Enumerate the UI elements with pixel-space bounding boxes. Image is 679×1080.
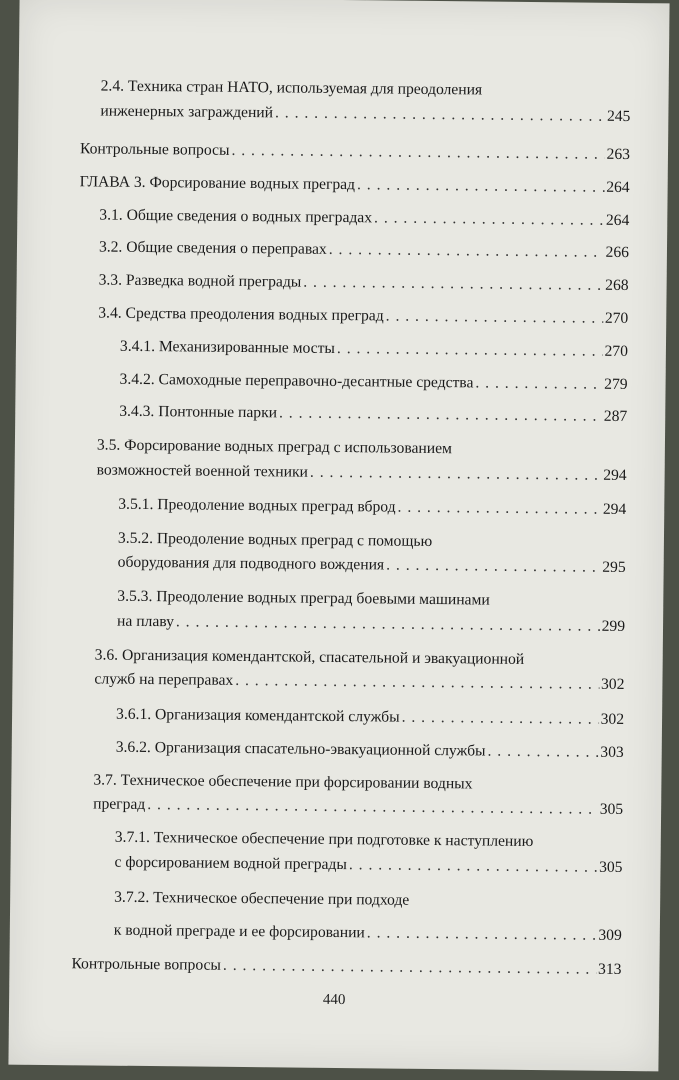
- dot-leader: [310, 464, 601, 485]
- toc-entry: [98, 304, 628, 330]
- dot-leader: [475, 374, 602, 393]
- toc-entry-title: с форсированием водной преграды: [114, 853, 347, 874]
- toc-entry-title: служб на переправах: [94, 670, 234, 689]
- toc-entry-title: 3.7. Техническое обеспечение при форсировании водных: [93, 771, 473, 793]
- dot-leader: [275, 104, 605, 125]
- toc-page-number: 287: [603, 407, 628, 426]
- toc-entry: [118, 530, 626, 579]
- toc-page-number: 313: [597, 960, 622, 978]
- toc-entry: [99, 238, 629, 264]
- toc-page-number: 264: [606, 178, 630, 197]
- toc-entry: [71, 955, 621, 981]
- toc-entry-title: 3.7.2. Техническое обеспечение при подходе: [114, 888, 410, 909]
- page-number: 440: [322, 991, 346, 1009]
- toc-page-number: 270: [604, 309, 629, 328]
- toc-entry: [94, 646, 624, 696]
- toc-entry: [80, 140, 630, 166]
- toc-page-number: 268: [605, 276, 629, 295]
- toc-entry-title: 3.1. Общие сведения о водных преградах: [99, 206, 373, 227]
- toc-entry-title: 3.4. Средства преодоления водных преград: [98, 304, 384, 325]
- dot-leader: [147, 796, 598, 819]
- toc-page-number: 264: [605, 211, 630, 230]
- toc-entry: [93, 771, 623, 821]
- dot-leader: [235, 672, 599, 694]
- dot-leader: [231, 142, 604, 164]
- toc-entry: [80, 173, 630, 199]
- toc-page-number: 305: [599, 858, 623, 876]
- toc-entry: [97, 436, 627, 486]
- dot-leader: [367, 924, 597, 944]
- toc-page-number: 263: [606, 145, 631, 164]
- toc-entry-title: возможностей военной техники: [96, 461, 309, 481]
- toc-page-number: 294: [603, 466, 627, 485]
- toc-entry: [114, 829, 622, 878]
- toc-page-number: 305: [599, 800, 624, 818]
- toc-entry-title: 3.5.3. Преодоление водных преград боевыми машинами: [117, 587, 490, 609]
- dot-leader: [349, 856, 597, 877]
- toc-entry-title: 3.6. Организация комендантской, спасательной и эвакуационной: [94, 646, 525, 668]
- toc-page-number: 270: [604, 342, 629, 361]
- toc-entry-title: преград: [93, 795, 146, 813]
- toc-entry: [99, 206, 629, 232]
- toc-entry-title: 2.4. Техника стран НАТО, используемая для преодоления: [100, 77, 483, 99]
- dot-leader: [303, 274, 603, 295]
- toc-entry: [116, 739, 624, 764]
- dot-leader: [386, 556, 600, 576]
- toc-page-number: 245: [606, 107, 631, 126]
- toc-entry-title: 3.4.3. Понтонные парки: [119, 402, 278, 422]
- toc-entry-title: 3.2. Общие сведения о переправах: [98, 238, 327, 258]
- toc-page-number: 279: [604, 375, 628, 394]
- toc-entry: [99, 271, 629, 297]
- toc-entry-title: к водной преграде и ее форсировании: [113, 921, 365, 942]
- dot-leader: [357, 176, 604, 197]
- toc-entry-title: 3.5. Форсирование водных преград с использованием: [96, 436, 453, 458]
- toc-entry-title: 3.6.2. Организация спасательно-эвакуационной службы: [115, 738, 486, 760]
- dot-leader: [329, 241, 604, 262]
- toc-entry-title: 3.3. Разведка водной преграды: [98, 271, 302, 291]
- toc-entry: [119, 371, 627, 396]
- toc-entry: [118, 496, 626, 521]
- toc-page-number: 303: [600, 743, 624, 761]
- toc-entry-title: ГЛАВА 3. Форсирование водных преград: [79, 173, 356, 194]
- toc-entry-title: Контрольные вопросы: [71, 955, 222, 974]
- toc-page-number: 295: [602, 558, 626, 577]
- toc-page-number: 302: [600, 675, 625, 693]
- dot-leader: [337, 340, 603, 361]
- toc-entry: [113, 888, 622, 944]
- toc-entry-title: 3.5.1. Преодоление водных преград вброд: [118, 495, 396, 516]
- toc-entry: [117, 588, 625, 637]
- toc-entry-title: 3.6.1. Организация комендантской службы: [116, 705, 400, 726]
- toc-page-number: 299: [601, 617, 626, 635]
- dot-leader: [374, 209, 604, 229]
- table-of-contents: [8, 0, 669, 1071]
- dot-leader: [397, 499, 600, 519]
- toc-page-number: 294: [602, 500, 627, 519]
- toc-entry-title: Контрольные вопросы: [79, 140, 230, 159]
- toc-page-number: 302: [600, 710, 625, 728]
- toc-entry-title: на плаву: [116, 612, 175, 631]
- toc-entry-title: оборудования для подводного вождения: [117, 553, 385, 574]
- book-page: [8, 0, 669, 1071]
- toc-entry: [119, 403, 627, 428]
- toc-entry-title: инженерных заграждений: [100, 102, 274, 122]
- toc-entry-title: 3.5.2. Преодоление водных преград с помощью: [117, 529, 433, 550]
- dot-leader: [223, 957, 596, 979]
- toc-entry: [100, 77, 630, 127]
- dot-leader: [176, 613, 600, 635]
- toc-entry-title: 3.7.1. Техническое обеспечение при подготовке к наступлению: [114, 828, 534, 851]
- toc-page-number: 266: [605, 243, 630, 262]
- dot-leader: [386, 307, 603, 327]
- toc-entry: [116, 706, 624, 731]
- toc-page-number: 309: [598, 926, 622, 944]
- dot-leader: [487, 743, 598, 762]
- toc-entry-title: 3.4.1. Механизированные мосты: [119, 337, 336, 357]
- dot-leader: [402, 709, 599, 729]
- toc-entry: [120, 338, 628, 363]
- dot-leader: [279, 404, 602, 425]
- toc-entry-title: 3.4.2. Самоходные переправочно-десантные средства: [119, 370, 474, 392]
